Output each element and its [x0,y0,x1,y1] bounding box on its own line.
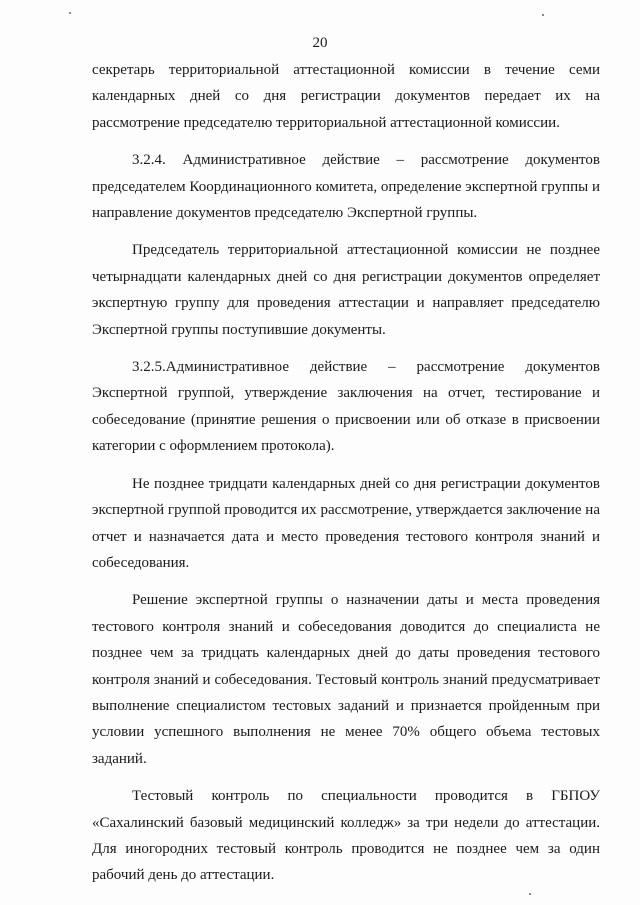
document-body [92,57,600,889]
paragraph-review-deadline: Не позднее тридцати календарных дней со дня регистрации документов экспертной группой проводится их рассмотрение, утверждается заключение на отчет и назначается дата и место проведения тестового контроля знаний и собеседования. [92,475,600,571]
scan-speck [69,12,71,14]
scan-speck [529,893,531,895]
paragraph-chairman-duties: Председатель территориальной аттестационной комиссии не позднее четырнадцати календарных дней со дня регистрации документов определяет экспертную группу для проведения аттестации и направляет председателю Экспертной группы поступившие документы. [92,242,600,338]
paragraph-secretary-transfer: секретарь территориальной аттестационной комиссии в течение семи календарных дней со дня регистрации документов передает их на рассмотрение председателю территориальной аттестационной комиссии. [92,62,600,131]
paragraph-testing-decision: Решение экспертной группы о назначении даты и места проведения тестового контроля знаний и собеседования доводится до специалиста не позднее чем за тридцать календарных дней до даты проведения тестового контроля знаний и собеседования. Тестовый контроль знаний предусматривает выполнение специалистом тестовых заданий и признается пройденным при условии успешного выполнения не менее 70% общего объема тестовых заданий. [92,592,600,767]
scan-speck [542,14,544,16]
paragraph-section-3-2-4: 3.2.4. Административное действие – рассмотрение документов председателем Координационного комитета, определение экспертной группы и направление документов председателю Экспертной группы. [92,152,600,222]
paragraph-testing-location: Тестовый контроль по специальности проводится в ГБПОУ «Сахалинский базовый медицинский колледж» за три недели до аттестации. Для иногородних тестовый контроль проводится не позднее чем за один рабочий день до аттестации. [92,788,600,884]
paragraph-section-3-2-5: 3.2.5.Административное действие – рассмотрение документов Экспертной группой, утверждение заключения на отчет, тестирование и собеседование (принятие решения о присвоении или об отказе в присвоении категории с оформлением протокола). [92,359,600,455]
page-number: 20 [312,35,328,51]
